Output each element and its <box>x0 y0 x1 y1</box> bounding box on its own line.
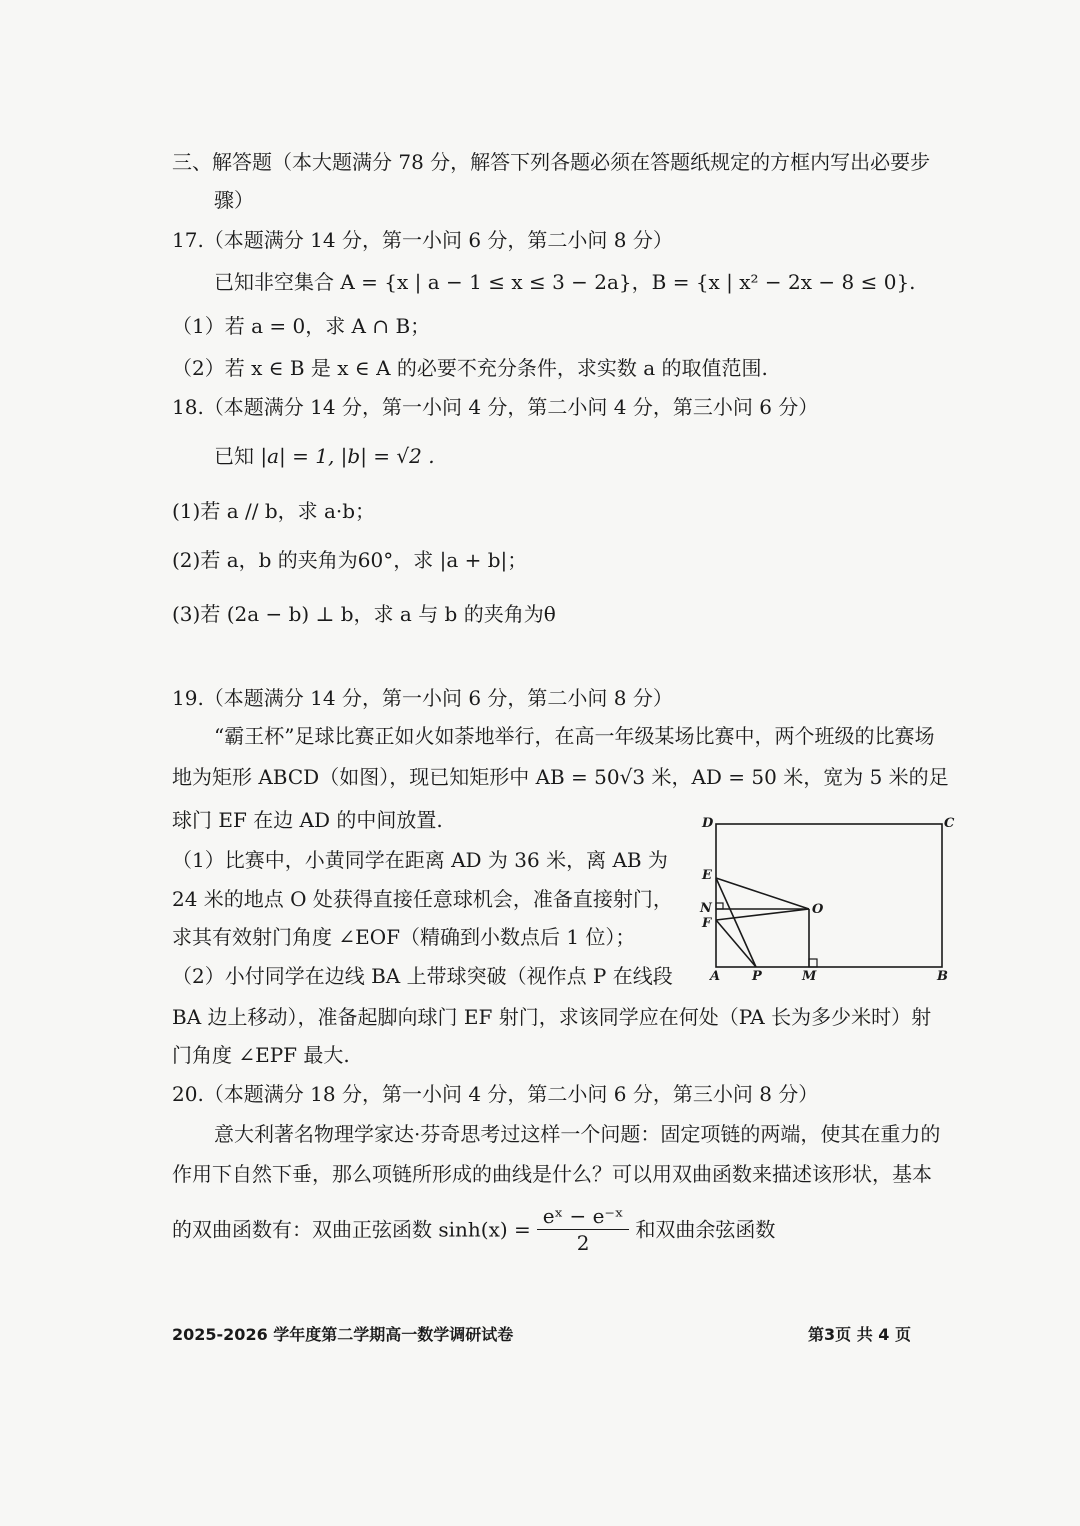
q18-part1-math: a // b，求 a·b； <box>226 499 376 523</box>
q18-part3-math: (2a − b) ⊥ b，求 a 与 b 的夹角为θ <box>226 602 556 626</box>
q18-stem <box>214 442 435 470</box>
q18-part1-prefix: (1)若 <box>172 499 221 523</box>
sinh-denominator: 2 <box>576 1231 590 1255</box>
q19-line3: 球门 EF 在边 AD 的中间放置. <box>172 808 443 832</box>
line-ep <box>716 878 756 967</box>
q20-line3-prefix: 的双曲函数有：双曲正弦函数 sinh(x) = <box>172 1217 531 1242</box>
q19-part2-a: （2）小付同学在边线 BA 上带球突破（视作点 P 在线段 <box>172 964 673 988</box>
q20-line2: 作用下自然下垂，那么项链所形成的曲线是什么？可以用双曲函数来描述该形状，基本 <box>172 1162 932 1186</box>
q20-line3-suffix: 和双曲余弦函数 <box>635 1217 776 1242</box>
label-m: M <box>802 969 817 984</box>
right-angle-mark-n <box>716 903 723 909</box>
q18-part2-math: a，b 的夹角为60°，求 |a + b|； <box>226 548 528 572</box>
label-d: D <box>702 816 714 831</box>
line-eo <box>716 878 809 909</box>
footer-exam-title: 2025-2026 学年度第二学期高一数学调研试卷 <box>172 1325 514 1344</box>
q19-line2: 地为矩形 ABCD（如图），现已知矩形中 AB = 50√3 米，AD = 50 米，宽为 5 米的足 <box>172 765 949 789</box>
q18-part3-prefix: (3)若 <box>172 602 221 626</box>
q20-header: 20.（本题满分 18 分，第一小问 4 分，第二小问 6 分，第三小问 8 分） <box>172 1082 819 1106</box>
label-o: O <box>812 902 824 917</box>
label-c: C <box>944 816 955 831</box>
q18-part2 <box>172 546 527 574</box>
section-title-continued: 骤） <box>214 188 254 212</box>
q19-part1-b: 24 米的地点 O 处获得直接任意球机会，准备直接射门， <box>172 887 673 911</box>
q17-header: 17.（本题满分 14 分，第一小问 6 分，第二小问 8 分） <box>172 228 673 252</box>
q17-part2: （2）若 x ∈ B 是 x ∈ A 的必要不充分条件，求实数 a 的取值范围. <box>172 356 768 380</box>
q19-part2-b: BA 边上移动），准备起脚向球门 EF 射门，求该同学应在何处（PA 长为多少米时）射 <box>172 1005 932 1029</box>
right-angle-mark-m <box>809 959 817 967</box>
q17-part1: （1）若 a = 0，求 A ∩ B； <box>172 314 431 338</box>
q20-line1: 意大利著名物理学家达·芬奇思考过这样一个问题：固定项链的两端，使其在重力的 <box>214 1122 941 1146</box>
q18-part2-prefix: (2)若 <box>172 548 221 572</box>
label-p: P <box>752 969 762 984</box>
label-f: F <box>702 916 712 931</box>
field-diagram <box>690 808 960 986</box>
q19-part2-c: 门角度 ∠EPF 最大. <box>172 1043 350 1067</box>
q17-stem: 已知非空集合 A = {x | a − 1 ≤ x ≤ 3 − 2a}，B = {x | x² − 2x − 8 ≤ 0}. <box>214 270 916 294</box>
section-title: 三、解答题（本大题满分 78 分，解答下列各题必须在答题纸规定的方框内写出必要步 <box>172 150 931 174</box>
sinh-numerator: eˣ − e⁻ˣ <box>537 1203 630 1230</box>
q19-header: 19.（本题满分 14 分，第一小问 6 分，第二小问 8 分） <box>172 686 673 710</box>
q19-line1: “霸王杯”足球比赛正如火如荼地举行，在高一年级某场比赛中，两个班级的比赛场 <box>214 724 935 748</box>
label-a: A <box>710 969 721 984</box>
q20-line3 <box>172 1203 775 1259</box>
sinh-fraction <box>537 1203 630 1256</box>
q19-part1-c: 求其有效射门角度 ∠EOF（精确到小数点后 1 位）； <box>172 925 636 949</box>
line-fp <box>716 920 756 967</box>
field-rectangle <box>716 824 942 967</box>
label-n: N <box>700 901 712 916</box>
q19-part1-a: （1）比赛中，小黄同学在距离 AD 为 36 米，离 AB 为 <box>172 848 668 872</box>
q18-part1 <box>172 497 375 525</box>
q18-header: 18.（本题满分 14 分，第一小问 4 分，第二小问 4 分，第三小问 6 分） <box>172 395 819 419</box>
q18-stem-math: |a| = 1, |b| = √2 . <box>260 444 435 468</box>
q18-stem-prefix: 已知 <box>214 444 254 468</box>
footer-page-number: 第3页 共 4 页 <box>808 1325 911 1344</box>
label-b: B <box>937 969 948 984</box>
q18-part3 <box>172 600 556 628</box>
label-e: E <box>702 868 712 883</box>
